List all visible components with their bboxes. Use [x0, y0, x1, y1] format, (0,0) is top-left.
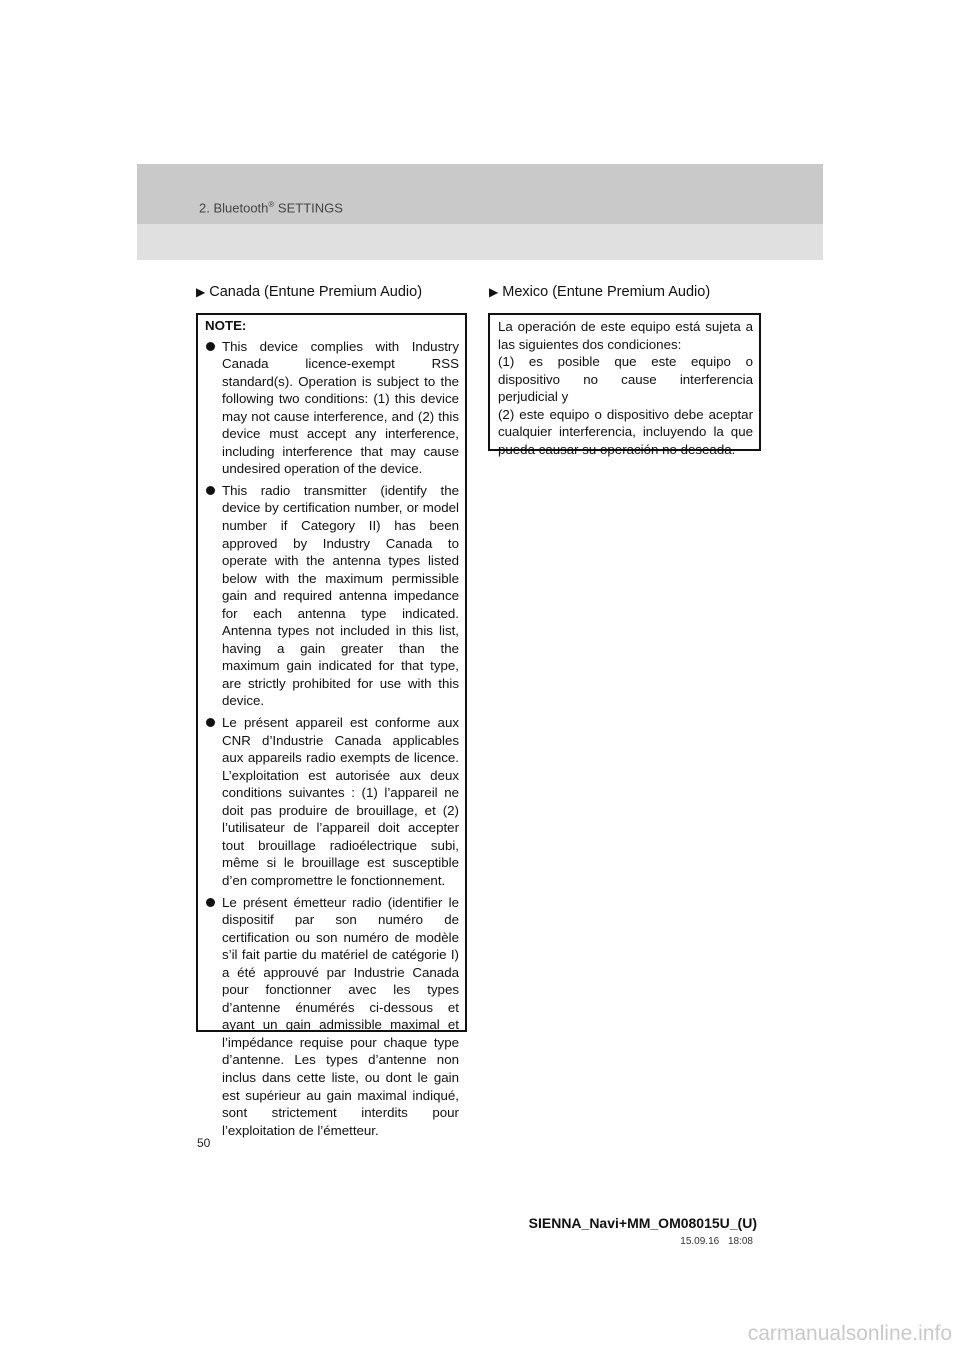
document-id: SIENNA_Navi+MM_OM08015U_(U)	[528, 1215, 757, 1231]
mexico-note-box	[488, 313, 761, 457]
note-bullet: This radio transmitter (identify the device by certification number, or model number if Category II) has been approved by Industry Canada to operate with the antenna types listed below with the maximum permissible gain and required antenna impedance for each antenna type indicated. Antenna types not included in this list, having a gain greater than the maximum gain indicated for that type, are strictly prohibited for use with this device.	[205, 482, 459, 710]
section-header-band	[137, 164, 823, 260]
note-bullet: Le présent appareil est conforme aux CNR d’Industrie Canada applicables aux appareils radio exempts de licence. L’exploitation est autorisée aux deux conditions suivantes : (1) l’appareil ne doit pas produire de brouillage, et (2) l’utilisateur de l’appareil doit accepter tout brouillage radioélectrique subi, même si le brouillage est susceptible d’en compromettre le fonctionnement.	[205, 714, 459, 889]
bullet-dot-icon	[206, 898, 215, 907]
bullet-dot-icon	[206, 342, 215, 351]
mexico-line: (2) este equipo o dispositivo debe aceptar cualquier interferencia, incluyendo la que pueda causar su operación no deseada.	[498, 406, 753, 457]
mexico-line: La operación de este equipo está sujeta a las siguientes dos condiciones:	[498, 319, 753, 352]
note-bullet: This device complies with Industry Canada licence-exempt RSS standard(s). Operation is subject to the following two conditions: (1) this device may not cause interference, and (2) this device must accept any interference, including interference that may cause undesired operation of the device.	[205, 338, 459, 478]
mexico-heading: ▶ Mexico (Entune Premium Audio)	[489, 284, 711, 300]
triangle-right-icon: ▶	[489, 285, 499, 299]
bullet-dot-icon	[206, 718, 215, 727]
note-bullet: Le présent émetteur radio (identifier le dispositif par son numéro de certification ou son numéro de modèle s’il fait partie du matériel de catégorie I) a été approuvé par Industrie Canada pour fonctionner avec les types d’antenne énumérés ci-dessous et ayant un gain admissible maximal et l’impédance requise pour chaque type d’antenne. Les types d’antenne non inclus dans cette liste, ou dont le gain est supérieur au gain maximal indiqué, sont strictement interdits pour l’exploitation de l’émetteur.	[205, 894, 459, 1140]
section-title: 2. Bluetooth® SETTINGS	[199, 200, 343, 216]
triangle-right-icon: ▶	[196, 285, 206, 299]
canada-note-box	[196, 313, 467, 1138]
mexico-line: (1) es posible que este equipo o dispositivo no cause interferencia perjudicial y	[498, 354, 753, 405]
bullet-dot-icon	[206, 486, 215, 495]
canada-heading: ▶ Canada (Entune Premium Audio)	[196, 284, 423, 300]
watermark: carmanualsonline.info	[747, 1322, 952, 1345]
note-label: NOTE:	[205, 318, 247, 333]
page-number: 50	[197, 1136, 211, 1150]
section-header-top	[137, 164, 823, 224]
document-date: 15.09.16 18:08	[680, 1236, 753, 1247]
